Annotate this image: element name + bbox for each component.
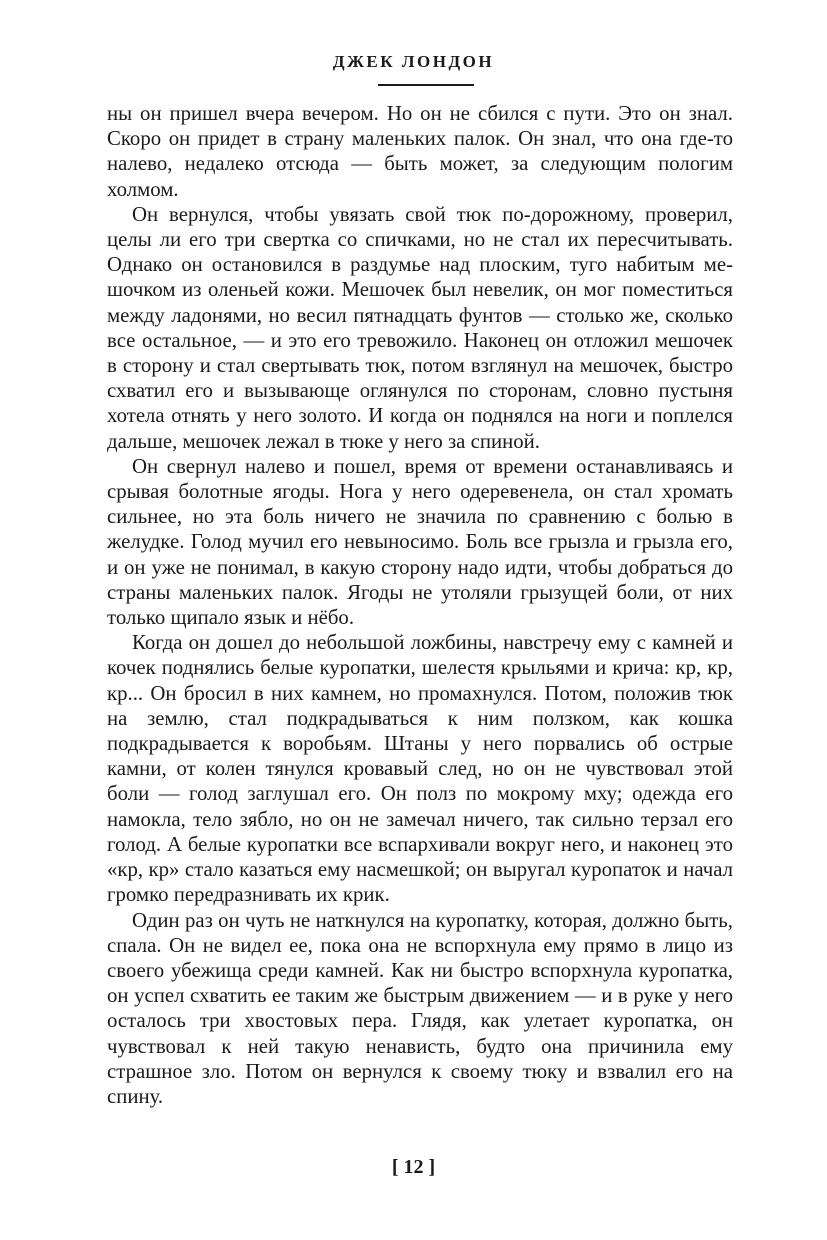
paragraph: Он свернул налево и пошел, время от времени останавливаясь и срывая болотные ягоды. Нога у него одеревенела, он стал хромать сильнее, но эта боль ничего не значила по сравнению с болью в желудке. Голод мучил его невыносимо. Боль все грызла и грызла его, и он уже не понимал, в какую сторону надо идти, чтобы добраться до страны маленьких палок. Ягоды не утоляли грызущей боли, от них только щипало язык и нёбо. [107,454,733,630]
running-head: ДЖЕК ЛОНДОН [332,52,495,71]
page-number: [ 12 ] [391,1156,436,1178]
body-text [107,101,733,1109]
paragraph: Когда он дошел до небольшой ложбины, навстречу ему с камней и кочек поднялись белые куропатки, шелестя крыльями и крича: кр, кр, кр... Он бросил в них камнем, но промахнулся. Потом, положив тюк на землю, стал подкрадываться к ним ползком, как кошка подкрадывается к воробьям. Штаны у него порвались об острые камни, от колен тянулся кровавый след, но он не чувствовал этой боли — голод заглушал его. Он полз по мокрому мху; одежда его намокла, тело зябло, но он не замечал ничего, так сильно терзал его голод. А белые куропатки все вспархивали вокруг него, и наконец это «кр, кр» стало казаться ему насмешкой; он выругал куропаток и начал громко передразнивать их крик. [107,631,733,907]
paragraph: Он вернулся, чтобы увязать свой тюк по-дорожному, проверил, целы ли его три свертка со спичками, но не стал их пересчитывать. Однако он остановился в раздумье над плоским, туго набитым мешочком из оленьей кожи. Мешочек был невелик, он мог поместиться между ладонями, но весил пятнадцать фунтов — столько же, сколько все остальное, — и это его тревожило. Наконец он отложил мешочек в сторону и стал свертывать тюк, потом взглянул на мешочек, быстро схватил его и вызывающе оглянулся по сторонам, словно пустыня хотела отнять у него золото. И когда он поднялся на ноги и поплелся дальше, мешочек лежал в тюке у него за спиной. [107,202,733,453]
paragraph: Один раз он чуть не наткнулся на куропатку, которая, должно быть, спала. Он не видел ее, пока она не вспорхнула ему прямо в лицо из своего убежища среди камней. Как ни быстро вспорхнула куропатка, он успел схватить ее таким же быстрым движением — и в руке у него осталось три хвостовых пера. Глядя, как улетает куропатка, он чувствовал к ней такую ненависть, будто она причинила ему страшное зло. Потом он вернулся к своему тюку и взвалил его на спину. [107,908,733,1108]
header-rule [378,84,474,86]
paragraph: ны он пришел вчера вечером. Но он не сбился с пути. Это он знал. Скоро он придет в страну маленьких палок. Он знал, что она где-то налево, недалеко отсюда — быть может, за следующим пологим холмом. [107,102,733,201]
